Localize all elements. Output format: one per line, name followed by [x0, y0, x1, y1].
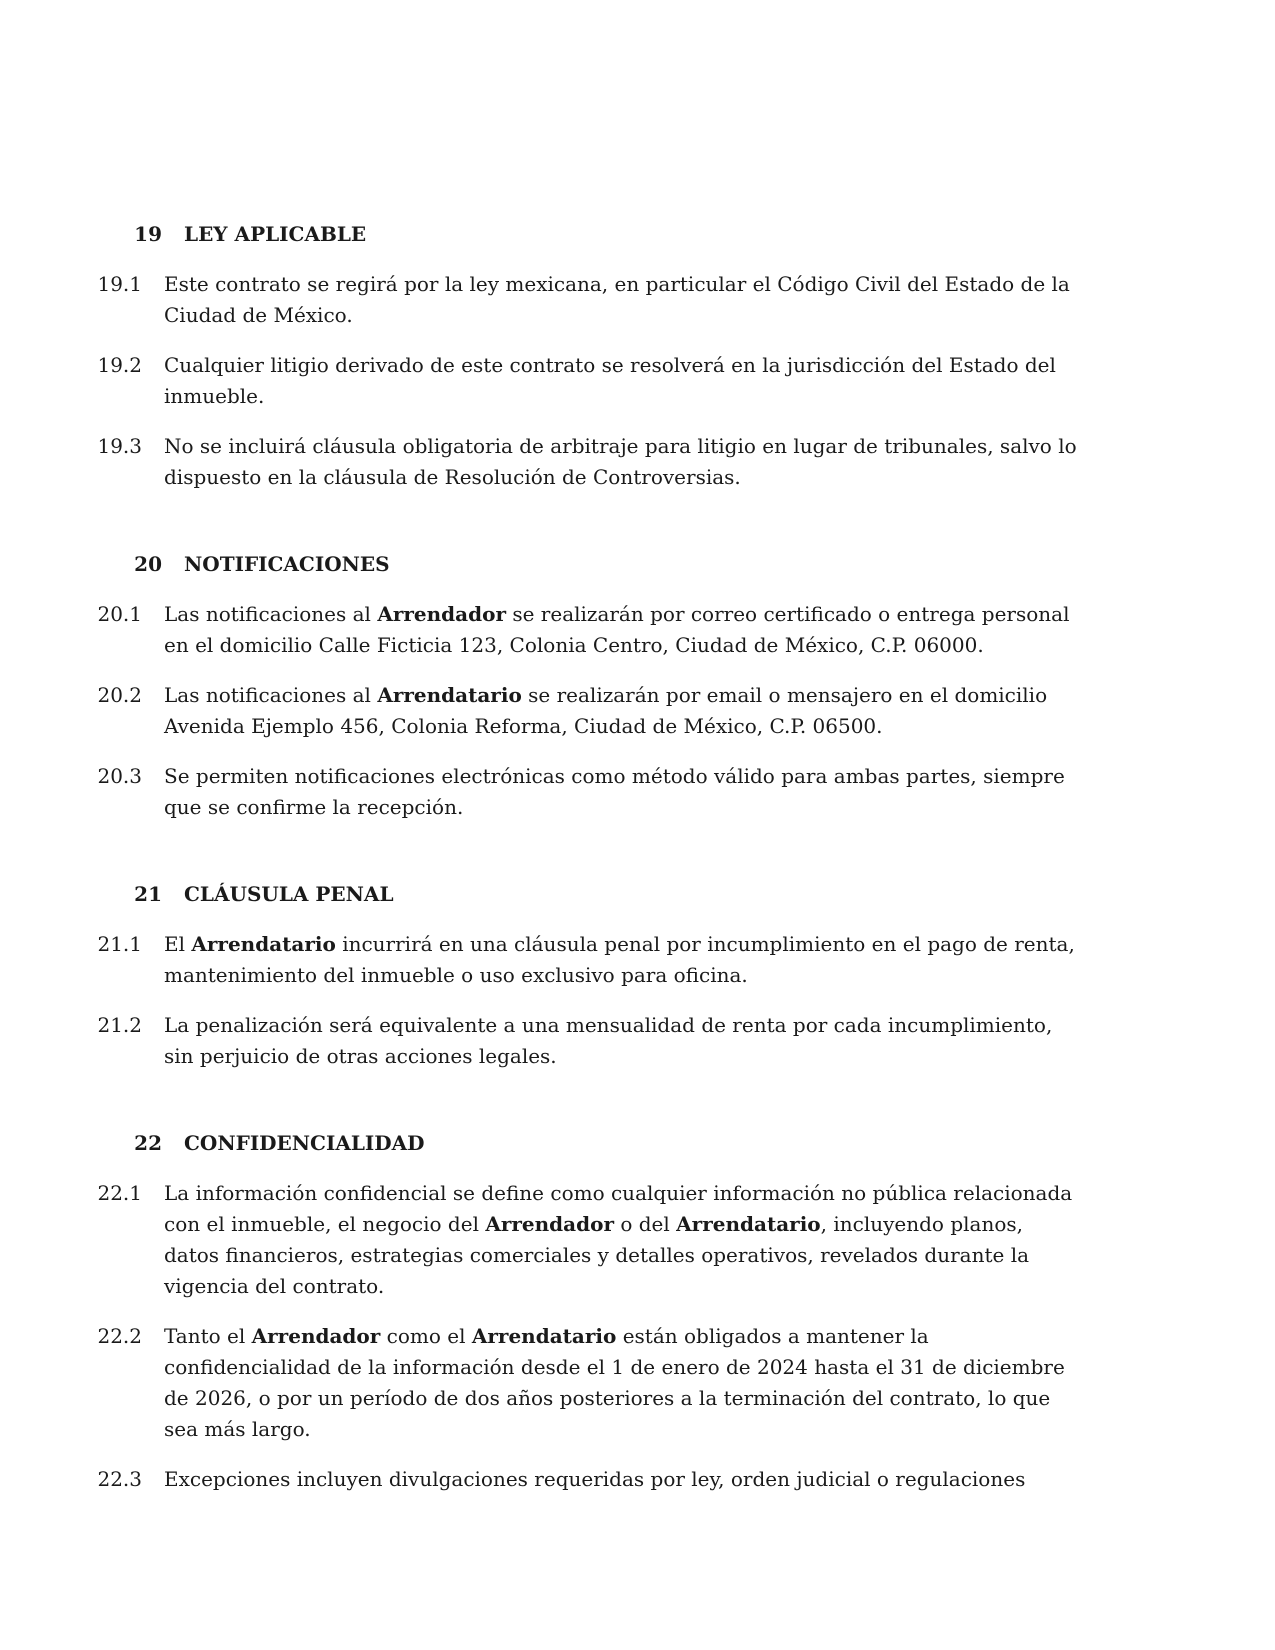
party-name: Arrendatario — [191, 932, 336, 956]
clause-text-run: Las notificaciones al — [164, 602, 378, 626]
clause-number: 22.2 — [97, 1324, 142, 1348]
clause-text — [164, 1464, 1084, 1495]
section-22 — [0, 1128, 1275, 1495]
clause-text — [164, 1178, 1084, 1302]
clause-21-2 — [0, 1010, 1275, 1072]
clause-number: 20.1 — [97, 602, 142, 626]
party-name: Arrendador — [251, 1324, 381, 1348]
clause-19-3 — [0, 431, 1275, 493]
clause-21-1 — [0, 929, 1275, 991]
clause-22-2 — [0, 1321, 1275, 1445]
section-title: NOTIFICACIONES — [184, 552, 390, 576]
clause-number: 19.3 — [97, 434, 142, 458]
party-name: Arrendatario — [676, 1212, 821, 1236]
clause-number: 22.3 — [97, 1467, 142, 1491]
clause-text-run: Este contrato se regirá por la ley mexicana, en particular el Código Civil del Estado de la Ciudad de México. — [164, 272, 1070, 327]
party-name: Arrendatario — [471, 1324, 617, 1348]
clause-text-run: están obligados a mantener la confidencialidad de la información desde el 1 de enero de 2024 hasta el 31 de diciembre de 2026, o por un período de dos años posteriores a la terminación del contrato, lo que sea más largo. — [164, 1324, 1065, 1441]
contract-sections — [0, 219, 1275, 1495]
section-title: LEY APLICABLE — [184, 222, 367, 246]
section-19 — [0, 219, 1275, 493]
clause-number: 22.1 — [97, 1181, 142, 1205]
clause-20-3 — [0, 761, 1275, 823]
clause-text — [164, 1010, 1084, 1072]
party-name: Arrendador — [485, 1212, 614, 1236]
section-number: 19 — [134, 222, 162, 246]
party-name: Arrendador — [377, 602, 506, 626]
clause-text — [164, 431, 1084, 493]
clause-text-run: como el — [380, 1324, 472, 1348]
clause-text-run: se realizarán por email o mensajero en el domicilio Avenida Ejemplo 456, Colonia Reforma, Ciudad de México, C.P. 06500. — [164, 683, 1048, 738]
clause-text — [164, 599, 1084, 661]
clause-number: 19.1 — [97, 272, 142, 296]
clause-text — [164, 929, 1084, 991]
clause-22-1 — [0, 1178, 1275, 1302]
clause-text-run: La información confidencial se define como cualquier información no pública relacionada con el inmueble, el negocio del — [164, 1181, 1073, 1236]
clause-text-run: o del — [614, 1212, 677, 1236]
clause-number: 21.1 — [97, 932, 142, 956]
clause-20-2 — [0, 680, 1275, 742]
clause-text-run: El — [164, 932, 192, 956]
section-number: 21 — [134, 882, 162, 906]
clause-text-run: incurrirá en una cláusula penal por incumplimiento en el pago de renta, mantenimiento del inmueble o uso exclusivo para oficina. — [164, 932, 1075, 987]
clause-text — [164, 350, 1084, 412]
clause-text — [164, 680, 1084, 742]
clause-text-run: No se incluirá cláusula obligatoria de arbitraje para litigio en lugar de tribunales, salvo lo dispuesto en la cláusula de Resolución de Controversias. — [164, 434, 1077, 489]
clause-22-3 — [0, 1464, 1275, 1495]
section-title: CLÁUSULA PENAL — [184, 882, 394, 906]
section-21 — [0, 879, 1275, 1072]
section-heading — [0, 1128, 1275, 1158]
clause-number: 20.3 — [97, 764, 142, 788]
clause-text-run: La penalización será equivalente a una mensualidad de renta por cada incumplimiento, sin perjuicio de otras acciones legales. — [164, 1013, 1053, 1068]
clause-number: 20.2 — [97, 683, 142, 707]
clause-text — [164, 761, 1084, 823]
clause-text-run: Las notificaciones al — [164, 683, 378, 707]
clause-19-1 — [0, 269, 1275, 331]
section-heading — [0, 219, 1275, 249]
clause-20-1 — [0, 599, 1275, 661]
section-number: 20 — [134, 552, 162, 576]
section-number: 22 — [134, 1131, 162, 1155]
section-title: CONFIDENCIALIDAD — [184, 1131, 425, 1155]
clause-text-run: se realizarán por correo certificado o entrega personal en el domicilio Calle Ficticia 123, Colonia Centro, Ciudad de México, C.P. 06000. — [164, 602, 1070, 657]
clause-number: 19.2 — [97, 353, 142, 377]
clause-text-run: Cualquier litigio derivado de este contrato se resolverá en la jurisdicción del Estado del inmueble. — [164, 353, 1056, 408]
clause-text — [164, 1321, 1084, 1445]
clause-text — [164, 269, 1084, 331]
clause-number: 21.2 — [97, 1013, 142, 1037]
clause-text-run: Tanto el — [164, 1324, 252, 1348]
party-name: Arrendatario — [377, 683, 522, 707]
clause-text-run: , incluyendo planos, datos financieros, estrategias comerciales y detalles operativos, revelados durante la vigencia del contrato. — [164, 1212, 1030, 1298]
section-heading — [0, 879, 1275, 909]
clause-text-run: Se permiten notificaciones electrónicas como método válido para ambas partes, siempre que se confirme la recepción. — [164, 764, 1065, 819]
section-heading — [0, 549, 1275, 579]
clause-19-2 — [0, 350, 1275, 412]
clause-text-run: Excepciones incluyen divulgaciones requeridas por ley, orden judicial o regulaciones — [164, 1467, 1026, 1491]
section-20 — [0, 549, 1275, 823]
